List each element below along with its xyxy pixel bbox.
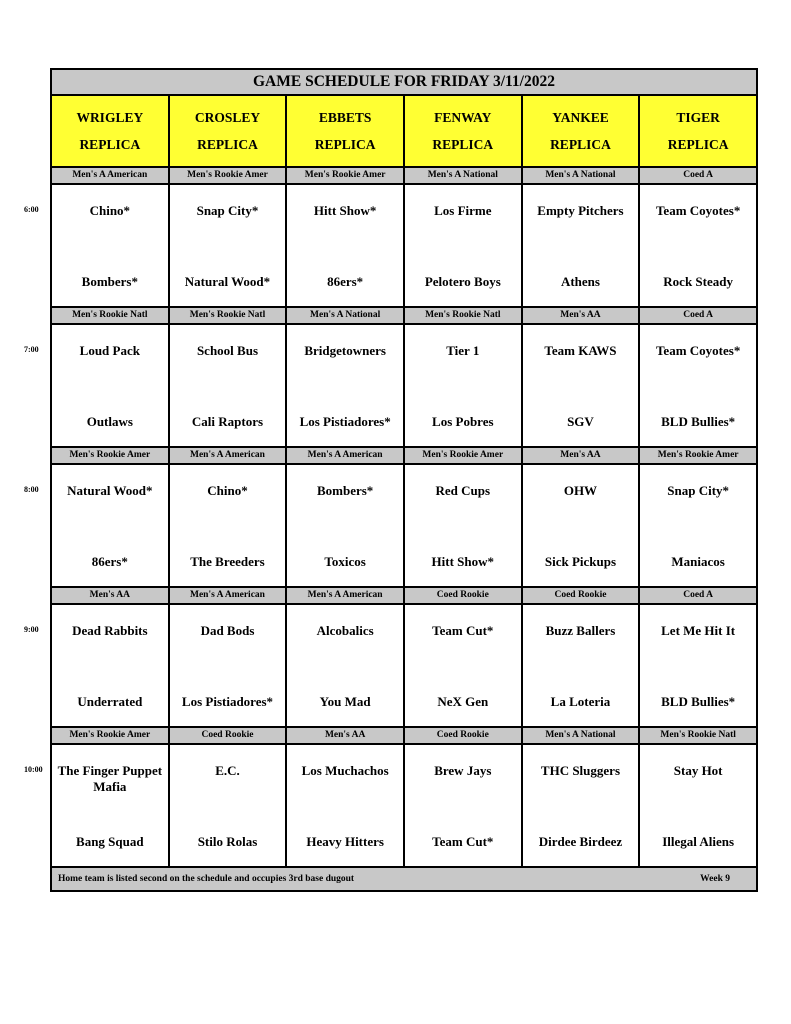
field-name: EBBETS — [318, 110, 372, 125]
home-team: Toxicos — [324, 554, 366, 569]
game-row — [51, 324, 757, 447]
matchup — [523, 465, 639, 586]
game-row — [51, 744, 757, 867]
away-team: Bridgetowners — [304, 343, 386, 358]
field-header-yankee — [522, 95, 640, 167]
division-label: Coed Rookie — [522, 587, 640, 604]
matchup — [287, 185, 403, 306]
division-label: Coed A — [639, 167, 757, 184]
game-cell — [639, 324, 757, 447]
home-team: BLD Bullies* — [661, 414, 736, 429]
game-cell — [51, 604, 169, 727]
field-header-fenway — [404, 95, 522, 167]
matchup — [640, 325, 756, 446]
away-team: THC Sluggers — [540, 763, 620, 778]
division-label: Coed Rookie — [169, 727, 287, 744]
field-subtitle: REPLICA — [550, 137, 611, 152]
division-label: Men's AA — [522, 447, 640, 464]
away-team: Bombers* — [316, 483, 374, 498]
game-cell — [286, 324, 404, 447]
division-label: Men's A National — [522, 727, 640, 744]
field-subtitle: REPLICA — [197, 137, 258, 152]
field-header-wrigley — [51, 95, 169, 167]
game-cell — [404, 464, 522, 587]
footer-cell — [51, 867, 757, 891]
home-team: Illegal Aliens — [662, 834, 735, 849]
game-cell — [404, 744, 522, 867]
field-header-crosley — [169, 95, 287, 167]
division-label: Men's Rookie Amer — [404, 447, 522, 464]
away-team: Alcobalics — [316, 623, 374, 638]
home-team: Pelotero Boys — [424, 274, 501, 289]
matchup — [640, 465, 756, 586]
away-team: Buzz Ballers — [545, 623, 616, 638]
schedule-sheet — [50, 68, 758, 892]
division-label: Coed Rookie — [404, 587, 522, 604]
matchup — [405, 745, 521, 866]
home-team: NeX Gen — [437, 694, 489, 709]
division-row — [51, 447, 757, 464]
division-label: Men's Rookie Natl — [51, 307, 169, 324]
away-team: Loud Pack — [79, 343, 140, 358]
away-team: Los Firme — [434, 203, 492, 218]
matchup — [405, 325, 521, 446]
home-team: Dirdee Birdeez — [538, 834, 623, 849]
field-name: FENWAY — [434, 110, 492, 125]
field-header-row — [51, 95, 757, 167]
matchup — [170, 745, 286, 866]
away-team: Dead Rabbits — [72, 623, 148, 638]
home-team: The Breeders — [190, 554, 265, 569]
division-label: Men's AA — [522, 307, 640, 324]
game-cell — [169, 184, 287, 307]
matchup — [170, 325, 286, 446]
home-team: Outlaws — [86, 414, 133, 429]
away-team: OHW — [563, 483, 598, 498]
matchup — [405, 465, 521, 586]
time-label: 6:00 — [24, 205, 39, 214]
division-row — [51, 167, 757, 184]
home-team: Los Pistiadores* — [181, 694, 274, 709]
matchup — [287, 465, 403, 586]
field-subtitle: REPLICA — [79, 137, 141, 152]
game-row — [51, 604, 757, 727]
home-team: Bombers* — [81, 274, 138, 289]
away-team: Red Cups — [435, 483, 491, 498]
matchup — [640, 605, 756, 726]
home-team: La Loteria — [550, 694, 611, 709]
game-cell — [169, 464, 287, 587]
away-team: Chino* — [207, 483, 248, 498]
matchup — [287, 325, 403, 446]
away-team: Snap City* — [196, 203, 259, 218]
game-cell — [169, 604, 287, 727]
matchup — [405, 605, 521, 726]
home-team: 86ers* — [91, 554, 128, 569]
away-team: Stay Hot — [673, 763, 723, 778]
home-team: Sick Pickups — [544, 554, 617, 569]
matchup — [52, 185, 168, 306]
game-cell — [522, 604, 640, 727]
schedule-title: GAME SCHEDULE FOR FRIDAY 3/11/2022 — [51, 69, 757, 95]
away-team: Brew Jays — [434, 763, 492, 778]
game-cell — [404, 324, 522, 447]
division-label: Men's Rookie Amer — [286, 167, 404, 184]
home-team: You Mad — [319, 694, 371, 709]
game-cell — [51, 744, 169, 867]
matchup — [52, 745, 168, 866]
footer-note: Home team is listed second on the schedule and occupies 3rd base dugout — [58, 874, 355, 884]
home-team: Los Pobres — [432, 414, 494, 429]
division-label: Men's Rookie Amer — [639, 447, 757, 464]
away-team: Hitt Show* — [313, 203, 377, 218]
home-team: Natural Wood* — [184, 274, 271, 289]
home-team: Bang Squad — [76, 834, 144, 849]
schedule-table — [50, 68, 758, 892]
field-name: CROSLEY — [194, 110, 261, 125]
home-team: 86ers* — [327, 274, 364, 289]
away-team: Empty Pitchers — [537, 203, 624, 218]
division-label: Men's A American — [286, 587, 404, 604]
field-name: TIGER — [676, 110, 720, 125]
matchup — [170, 465, 286, 586]
away-team: Natural Wood* — [67, 483, 153, 498]
matchup — [523, 185, 639, 306]
matchup — [52, 465, 168, 586]
field-header-tiger — [639, 95, 757, 167]
matchup — [523, 325, 639, 446]
division-row — [51, 727, 757, 744]
home-team: Cali Raptors — [191, 414, 264, 429]
time-label: 10:00 — [24, 765, 43, 774]
field-subtitle: REPLICA — [667, 137, 729, 152]
away-team: Tier 1 — [446, 343, 480, 358]
field-subtitle: REPLICA — [432, 137, 494, 152]
division-label: Coed A — [639, 307, 757, 324]
away-team: Los Muchachos — [301, 763, 389, 778]
game-cell — [639, 464, 757, 587]
game-cell — [639, 604, 757, 727]
game-cell — [286, 744, 404, 867]
division-label: Men's A American — [169, 587, 287, 604]
week-label: Week 9 — [700, 874, 730, 884]
matchup — [287, 605, 403, 726]
matchup — [523, 745, 639, 866]
away-team: Team Coyotes* — [655, 203, 741, 218]
game-row — [51, 184, 757, 307]
game-cell — [286, 464, 404, 587]
division-label: Men's A American — [169, 447, 287, 464]
matchup — [287, 745, 403, 866]
home-team: Hitt Show* — [431, 554, 495, 569]
division-label: Men's A American — [51, 167, 169, 184]
division-label: Coed Rookie — [404, 727, 522, 744]
matchup — [523, 605, 639, 726]
field-name: WRIGLEY — [76, 110, 144, 125]
division-label: Men's A American — [286, 447, 404, 464]
division-label: Men's AA — [51, 587, 169, 604]
game-cell — [522, 184, 640, 307]
division-label: Men's A National — [522, 167, 640, 184]
away-team: School Bus — [196, 343, 259, 358]
division-label: Men's A National — [286, 307, 404, 324]
game-cell — [639, 744, 757, 867]
game-cell — [51, 184, 169, 307]
home-team: Maniacos — [671, 554, 725, 569]
division-label: Coed A — [639, 587, 757, 604]
home-team: Team Cut* — [432, 834, 494, 849]
home-team: Rock Steady — [663, 274, 733, 289]
field-header-ebbets — [286, 95, 404, 167]
away-team: Snap City* — [667, 483, 730, 498]
division-label: Men's A National — [404, 167, 522, 184]
time-label: 9:00 — [24, 625, 39, 634]
away-team: Team KAWS — [544, 343, 617, 358]
division-row — [51, 587, 757, 604]
home-team: SGV — [567, 414, 594, 429]
game-cell — [51, 324, 169, 447]
title-row — [51, 69, 757, 95]
home-team: Athens — [560, 274, 600, 289]
division-label: Men's AA — [286, 727, 404, 744]
division-row — [51, 307, 757, 324]
footer-row — [51, 867, 757, 891]
away-team: Team Coyotes* — [655, 343, 741, 358]
game-cell — [522, 324, 640, 447]
game-cell — [404, 184, 522, 307]
game-cell — [404, 604, 522, 727]
matchup — [405, 185, 521, 306]
away-team: Team Cut* — [432, 623, 494, 638]
time-label: 7:00 — [24, 345, 39, 354]
home-team: Underrated — [77, 694, 143, 709]
game-cell — [286, 184, 404, 307]
division-label: Men's Rookie Amer — [51, 727, 169, 744]
game-cell — [51, 464, 169, 587]
time-label: 8:00 — [24, 485, 39, 494]
home-team: Heavy Hitters — [306, 834, 384, 849]
division-label: Men's Rookie Natl — [169, 307, 287, 324]
game-cell — [639, 184, 757, 307]
division-label: Men's Rookie Natl — [404, 307, 522, 324]
matchup — [640, 185, 756, 306]
field-name: YANKEE — [552, 110, 609, 125]
division-label: Men's Rookie Amer — [51, 447, 169, 464]
game-cell — [169, 744, 287, 867]
away-team: Dad Bods — [200, 623, 255, 638]
game-cell — [522, 744, 640, 867]
matchup — [640, 745, 756, 866]
game-row — [51, 464, 757, 587]
game-cell — [522, 464, 640, 587]
matchup — [52, 325, 168, 446]
home-team: Los Pistiadores* — [299, 414, 391, 429]
game-cell — [169, 324, 287, 447]
game-cell — [286, 604, 404, 727]
field-subtitle: REPLICA — [314, 137, 376, 152]
matchup — [170, 185, 286, 306]
home-team: BLD Bullies* — [661, 694, 736, 709]
away-team: E.C. — [215, 763, 240, 778]
away-team: Chino* — [89, 203, 131, 218]
division-label: Men's Rookie Amer — [169, 167, 287, 184]
footer-content — [52, 874, 756, 884]
away-team: The Finger Puppet Mafia — [57, 763, 163, 794]
matchup — [52, 605, 168, 726]
division-label: Men's Rookie Natl — [639, 727, 757, 744]
matchup — [170, 605, 286, 726]
home-team: Stilo Rolas — [197, 834, 258, 849]
away-team: Let Me Hit It — [661, 623, 736, 638]
